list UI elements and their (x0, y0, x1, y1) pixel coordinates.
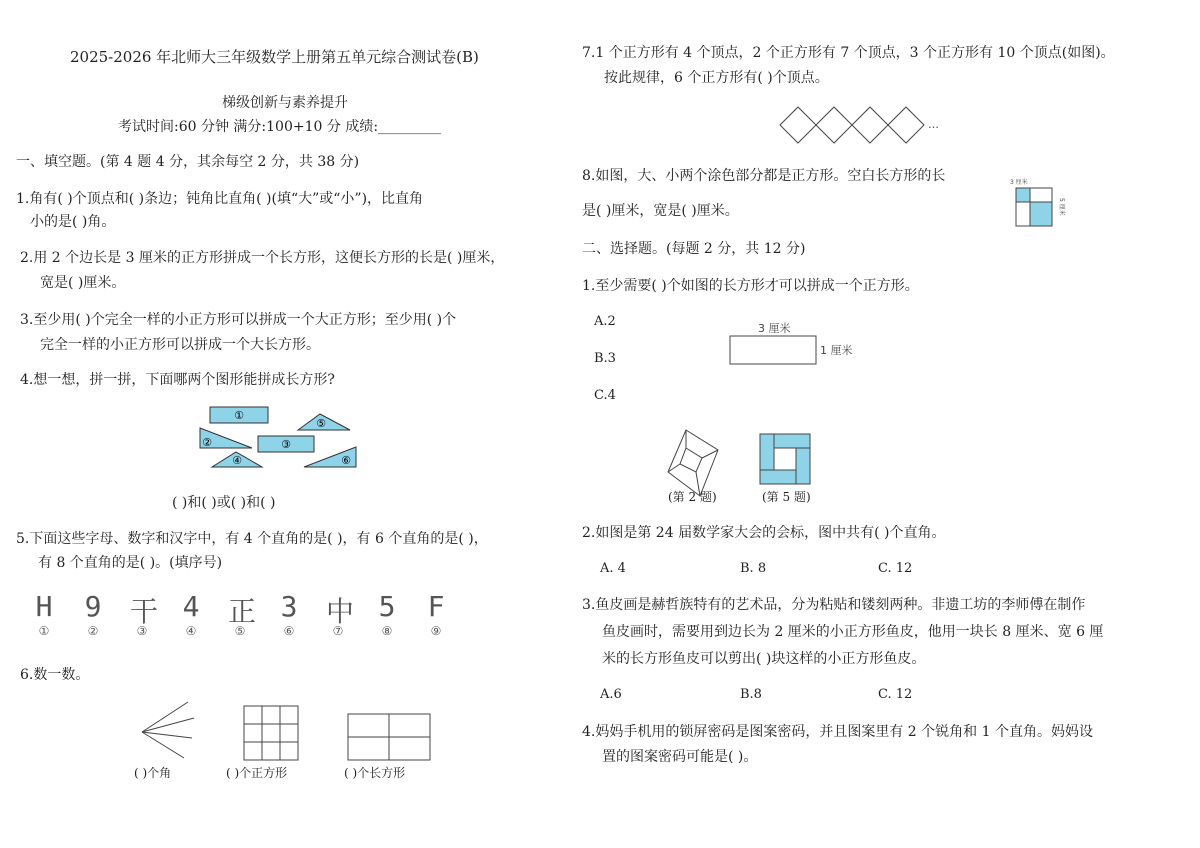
q5-num: ④ (185, 624, 197, 638)
q5-num: ⑦ (332, 624, 344, 638)
q5-num: ⑥ (283, 624, 295, 638)
s2-q4-line1: 4.妈妈手机用的锁屏密码是图案密码，并且图案里有 2 个锐角和 1 个直角。妈妈设 (582, 724, 1093, 740)
exam-info: 考试时间:60 分钟 满分:100+10 分 成绩:_________ (118, 119, 442, 135)
shape-6-label: ⑥ (341, 454, 351, 467)
angle-rays-figure (142, 702, 194, 758)
q8-top-label: 3 厘米 (1010, 179, 1028, 186)
q6-label-rectangles: ( )个长方形 (344, 766, 406, 780)
q8-small-square (1016, 188, 1030, 202)
section2-heading: 二、选择题。(每题 2 分，共 12 分) (582, 241, 806, 257)
q4-shapes-figure (190, 402, 370, 484)
q8-white-rectangle (1030, 188, 1052, 202)
s2-q4-line2: 置的图案密码可能是( )。 (602, 749, 758, 765)
q5-char: H (35, 590, 53, 623)
q1-line1: 1.角有( )个顶点和( )条边；钝角比直角( )(填“大”或“小”)，比直角 (16, 191, 424, 207)
fig-caption-q2: (第 2 题) (668, 490, 717, 504)
s2-q1-line1: 1.至少需要( )个如图的长方形才可以拼成一个正方形。 (582, 278, 919, 294)
q5-line1: 5.下面这些字母、数字和汉字中，有 4 个直角的是( )，有 6 个直角的是( )， (16, 531, 488, 547)
q7-line1: 7.1 个正方形有 4 个顶点，2 个正方形有 7 个顶点，3 个正方形有 10 个顶点(如图)。 (582, 45, 1115, 61)
q7-line2: 按此规律，6 个正方形有( )个顶点。 (604, 70, 829, 86)
q8-squares-figure (1006, 176, 1076, 232)
q6-label-angles: ( )个角 (134, 766, 172, 780)
q7-diamond-chain (778, 104, 948, 148)
s2-q1-option-a: A.2 (594, 314, 616, 329)
shape-5-label: ⑤ (316, 417, 326, 430)
q5-char: 4 (182, 590, 200, 623)
shape-3-label: ③ (281, 438, 291, 451)
s2-q3-line2: 鱼皮画时，需要用到边长为 2 厘米的小正方形鱼皮，他用一块长 8 厘米、宽 6 厘 (602, 624, 1104, 640)
page-subtitle: 梯级创新与素养提升 (222, 95, 348, 111)
s2-q5-square-figure (758, 432, 812, 488)
q4-answer: ( )和( )或( )和( ) (172, 495, 276, 511)
q5-char: 5 (378, 590, 396, 623)
q8-line1: 8.如图，大、小两个涂色部分都是正方形。空白长方形的长 (582, 168, 946, 184)
q5-char: 正 (228, 595, 257, 628)
s2-q2-line1: 2.如图是第 24 届数学家大会的会标，图中共有( )个直角。 (582, 525, 946, 541)
s2-q2-option-c: C. 12 (878, 561, 913, 576)
s2-q1-rectangle (730, 336, 816, 364)
q5-chars-row (32, 590, 445, 640)
q5-char: 3 (280, 590, 298, 623)
square-grid-figure (244, 706, 298, 760)
q5-num: ⑤ (234, 624, 246, 638)
q3-line1: 3.至少用( )个完全一样的小正方形可以拼成一个大正方形；至少用( )个 (20, 312, 457, 328)
q5-num: ⑧ (381, 624, 393, 638)
q6-figures (138, 700, 438, 764)
q5-num: ③ (136, 624, 148, 638)
section1-heading: 一、填空题。(第 4 题 4 分，其余每空 2 分，共 38 分) (16, 154, 360, 170)
s2-q1-side-label: 1 厘米 (820, 344, 853, 357)
q5-num: ② (87, 624, 99, 638)
s2-q3-line1: 3.鱼皮画是赫哲族特有的艺术品，分为粘贴和镂刻两种。非遗工坊的李师傅在制作 (582, 597, 1086, 613)
s2-q1-option-b: B.3 (594, 351, 616, 366)
s2-q1-rectangle-figure (724, 320, 864, 370)
q2-line2: 宽是( )厘米。 (40, 275, 126, 291)
page-title: 2025-2026 年北师大三年级数学上册第五单元综合测试卷(B) (70, 48, 479, 66)
q8-large-square (1030, 202, 1052, 226)
s2-q3-option-a: A.6 (600, 687, 622, 702)
fig-caption-q5: (第 5 题) (762, 490, 811, 504)
q5-line2: 有 8 个直角的是( )。(填序号) (38, 555, 223, 571)
s2-q3-option-c: C. 12 (878, 687, 913, 702)
q6-label-squares: ( )个正方形 (226, 766, 288, 780)
q5-char: F (427, 590, 445, 623)
q5-char: 中 (326, 595, 355, 628)
s2-q2-option-b: B. 8 (740, 561, 767, 576)
shape-1-label: ① (234, 409, 244, 422)
q1-line2: 小的是( )角。 (30, 214, 116, 230)
shape-4-label: ④ (232, 454, 242, 467)
q5-char: 9 (84, 590, 102, 623)
q8-side-label: 5 厘米 (1058, 198, 1065, 216)
s2-q3-line3: 米的长方形鱼皮可以剪出( )块这样的小正方形鱼皮。 (602, 651, 926, 667)
s2-q1-option-c: C.4 (594, 388, 616, 403)
q7-ellipsis: … (928, 118, 939, 131)
s2-q2-option-a: A. 4 (600, 561, 626, 576)
q8-line2: 是( )厘米，宽是( )厘米。 (582, 203, 739, 219)
q4-line1: 4.想一想，拼一拼，下面哪两个图形能拼成长方形? (20, 372, 335, 388)
s2-q3-option-b: B.8 (740, 687, 762, 702)
q5-num: ① (38, 624, 50, 638)
shape-2-label: ② (202, 436, 212, 449)
s2-q1-top-label: 3 厘米 (758, 322, 791, 335)
rectangle-grid-figure (348, 714, 430, 760)
q5-char: 干 (130, 595, 159, 628)
q2-line1: 2.用 2 个边长是 3 厘米的正方形拼成一个长方形，这便长方形的长是( )厘米， (20, 250, 505, 266)
q6-line1: 6.数一数。 (20, 667, 90, 683)
q3-line2: 完全一样的小正方形可以拼成一个大长方形。 (40, 337, 320, 353)
q5-num: ⑨ (430, 624, 442, 638)
